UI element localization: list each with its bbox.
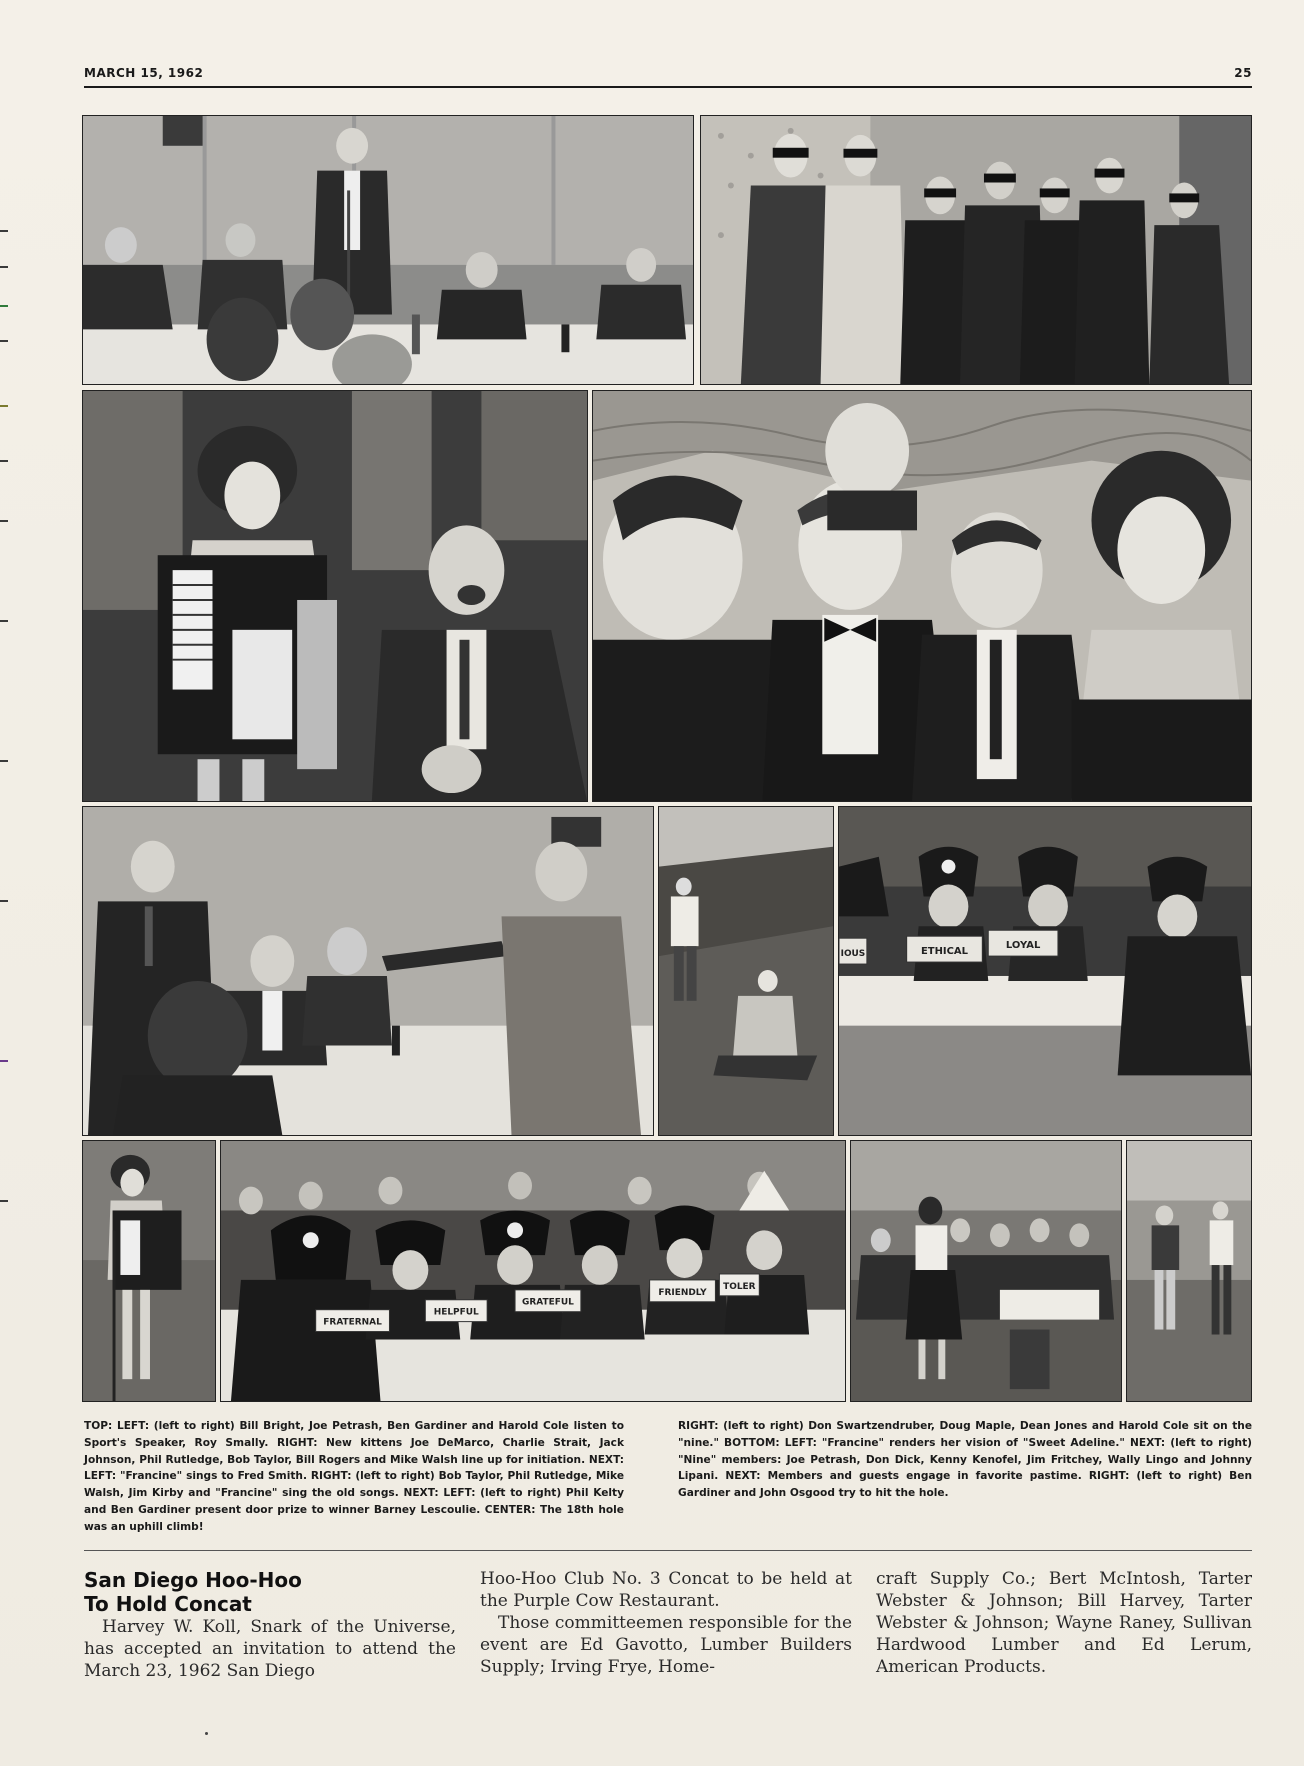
sign-ethical: ETHICAL	[921, 946, 968, 958]
photo-bottom-1	[82, 1140, 216, 1402]
article-paragraph-2: Those committeemen responsible for the event are Ed Gavotto, Lumber Builders Supply; Irving Frye, Home-	[480, 1613, 852, 1677]
photo-bottom-3	[850, 1140, 1122, 1402]
page-speck	[205, 1732, 208, 1735]
photo-bottom-4	[1126, 1140, 1252, 1402]
issue-date: MARCH 15, 1962	[84, 66, 204, 80]
headline-line-2: To Hold Concat	[84, 1592, 252, 1616]
article-headline	[84, 1568, 456, 1616]
sign-helpful: HELPFUL	[433, 1307, 479, 1318]
page-header	[84, 64, 1252, 88]
photo-bottom-2	[220, 1140, 846, 1402]
scan-margin-marks	[0, 200, 8, 1400]
article-column-1	[84, 1568, 456, 1682]
photo-top-left	[82, 115, 694, 385]
article-paragraph-1: Harvey W. Koll, Snark of the Universe, has accepted an invitation to attend the March 23, 1962 San Diego	[84, 1617, 456, 1681]
sign-tolera: TOLER	[723, 1281, 756, 1292]
photo-mid-right	[592, 390, 1252, 802]
photo-row3-left	[82, 806, 654, 1136]
photo-caption-left: TOP: LEFT: (left to right) Bill Bright, Joe Petrash, Ben Gardiner and Harold Cole listen to Sport's Speaker, Roy Smally. RIGHT: New kittens Joe DeMarco, Charlie Strait, Jack Johnson, Phil Rutledge, Bob Taylor, Bill Rogers and Mike Walsh line up for initiation. NEXT: LEFT: "Francine" sings to Fred Smith. RIGHT: (left to right) Bob Taylor, Phil Rutledge, Mike Walsh, Jim Kirby and "Francine" sing the old songs. NEXT: LEFT: (left to right) Phil Kelty and Ben Gardiner present door prize to winner Barney Lescoulie. CENTER: The 18th hole was an uphill climb!	[84, 1420, 624, 1533]
sign-friendly: FRIENDLY	[658, 1287, 707, 1298]
photo-row3-center	[658, 806, 834, 1136]
sign-loyal: LOYAL	[1005, 940, 1041, 952]
sign-fraternal: FRATERNAL	[323, 1317, 382, 1328]
sign-ious: IOUS	[840, 949, 866, 960]
article-paragraph-1-cont: Hoo-Hoo Club No. 3 Concat to be held at the Purple Cow Restaurant.	[480, 1569, 852, 1611]
section-divider	[84, 1550, 1252, 1551]
sign-grateful: GRATEFUL	[522, 1297, 574, 1308]
photo-mid-left	[82, 390, 588, 802]
photo-caption-right: RIGHT: (left to right) Don Swartzendruber, Doug Maple, Dean Jones and Harold Cole sit on the "nine." BOTTOM: LEFT: "Francine" renders her vision of "Sweet Adeline." NEXT: (left to right) "Nine" members: Joe Petrash, Don Dick, Kenny Kenofel, Jim Fritchey, Wally Lingo and Johnny Lipani. NEXT: Members and guests engage in favorite pastime. RIGHT: (left to right) Ben Gardiner and John Osgood try to hit the hole.	[678, 1420, 1252, 1500]
headline-line-1: San Diego Hoo-Hoo	[84, 1568, 302, 1592]
page-number: 25	[1234, 66, 1252, 80]
article-paragraph-2-cont: craft Supply Co.; Bert McIntosh, Tarter Webster & Johnson; Bill Harvey, Tarter Webster & Johnson; Wayne Raney, Sullivan Hardwood Lumber and Ed Lerum, American Products.	[876, 1569, 1252, 1677]
photo-row3-right	[838, 806, 1252, 1136]
photo-top-right	[700, 115, 1252, 385]
article-column-2	[480, 1568, 852, 1678]
article-column-3	[876, 1568, 1252, 1678]
